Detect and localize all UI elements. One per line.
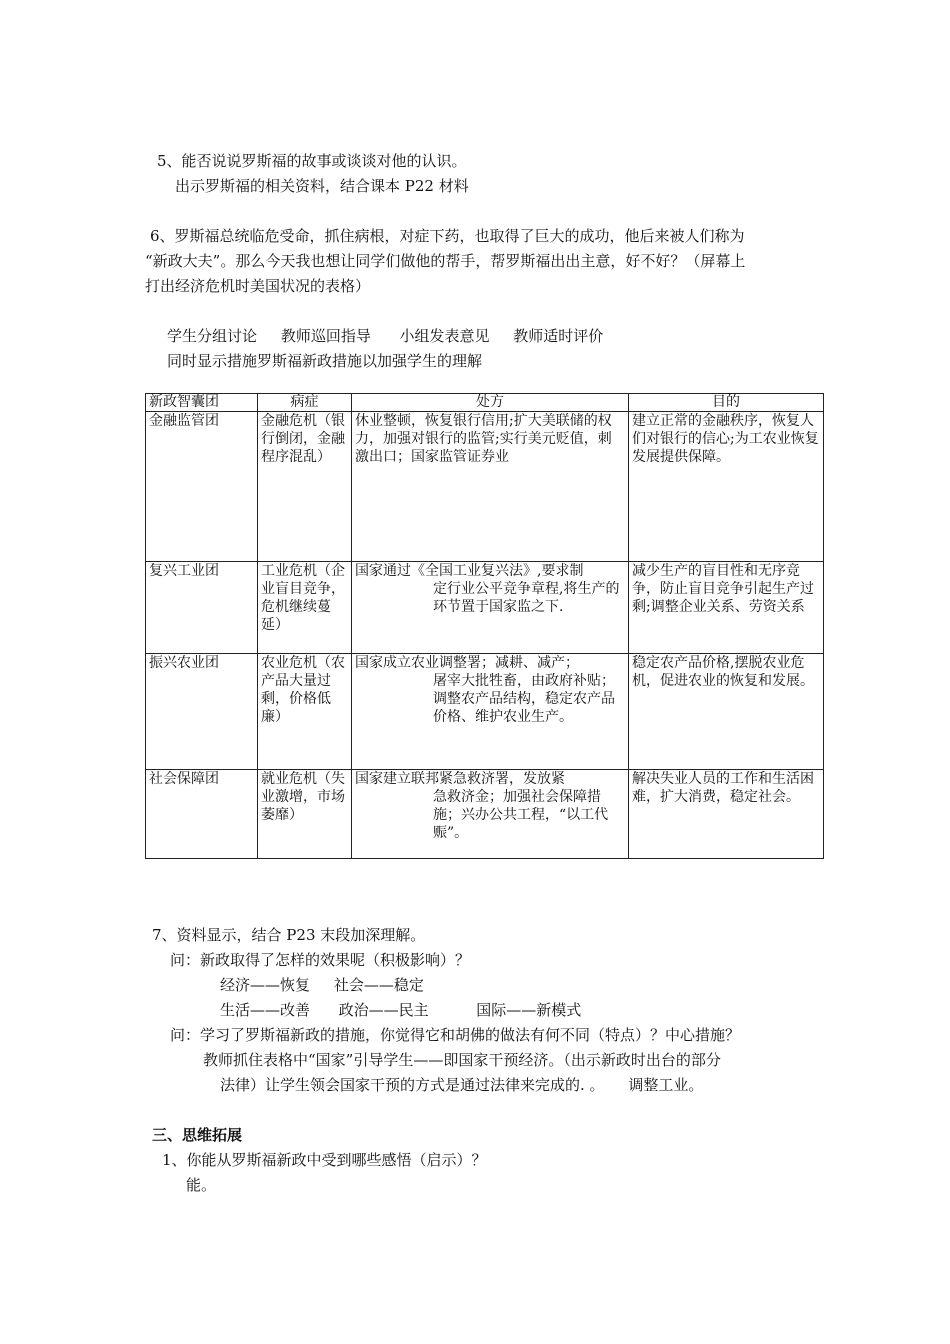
prescription-text: 国家通过《全国工业复兴法》,要求制 xyxy=(355,563,584,579)
q5-title: 5、能否说说罗斯福的故事或谈谈对他的认识。 xyxy=(157,152,467,170)
q5-note: 出示罗斯福的相关资料，结合课本 P22 材料 xyxy=(175,177,469,195)
section3-answer: 能。 xyxy=(186,1176,217,1194)
table-row xyxy=(146,770,824,859)
prescription-text: 国家建立联邦紧急救济署，发放紧 xyxy=(355,771,565,787)
cell-prescription xyxy=(352,412,629,562)
q7-teacher1: 教师抓住表格中“国家”引导学生——即国家干预经济。（出示新政时出台的部分 xyxy=(203,1051,721,1069)
cell-team: 金融监管团 xyxy=(146,412,258,562)
q6-line2: “新政大夫”。那么今天我也想让同学们做他的帮手，帮罗斯福出出主意，好不好？（屏幕上 xyxy=(145,252,746,270)
prescription-text: 国家成立农业调整署；减耕、减产； xyxy=(355,655,579,671)
cell-team: 振兴农业团 xyxy=(146,654,258,770)
header-purpose: 目的 xyxy=(629,394,824,412)
cell-symptom: 金融危机（银行倒闭，金融程序混乱） xyxy=(258,412,352,562)
cell-purpose: 减少生产的盲目性和无序竞争，防止盲目竞争引起生产过剩;调整企业关系、劳资关系 xyxy=(629,562,824,654)
cell-prescription xyxy=(352,562,629,654)
prescription-text-cont: 屠宰大批牲畜，由政府补贴；调整农产品结构，稳定农产品价格、维护农业生产。 xyxy=(433,673,615,725)
cell-symptom: 就业危机（失业激增，市场萎靡） xyxy=(258,770,352,859)
table-header-row xyxy=(146,394,824,412)
cell-team: 复兴工业团 xyxy=(146,562,258,654)
q7-effects2: 生活——改善 政治——民主 国际——新模式 xyxy=(220,1001,582,1019)
table-row xyxy=(146,562,824,654)
cell-prescription xyxy=(352,654,629,770)
cell-symptom: 农业危机（农产品大量过剩，价格低廉） xyxy=(258,654,352,770)
cell-purpose: 稳定农产品价格,摆脱农业危机，促进农业的恢复和发展。 xyxy=(629,654,824,770)
section3-heading: 三、思维拓展 xyxy=(152,1126,243,1144)
cell-team: 社会保障团 xyxy=(146,770,258,859)
header-prescription: 处方 xyxy=(352,394,629,412)
cell-prescription xyxy=(352,770,629,859)
activities-line1: 学生分组讨论 教师巡回指导 小组发表意见 教师适时评价 xyxy=(167,327,604,345)
header-symptom: 病症 xyxy=(258,394,352,412)
table-row xyxy=(146,412,824,562)
activities-line2: 同时显示措施罗斯福新政措施以加强学生的理解 xyxy=(167,352,483,370)
q7-teacher2: 法律）让学生领会国家干预的方式是通过法律来完成的. 。 调整工业。 xyxy=(220,1076,704,1094)
q6-line3: 打出经济危机时美国状况的表格） xyxy=(145,277,371,295)
q7-effects1: 经济——恢复 社会——稳定 xyxy=(220,976,424,994)
cell-symptom: 工业危机（企业盲目竞争，危机继续蔓延） xyxy=(258,562,352,654)
prescription-text-cont: 急救济金；加强社会保障措施；兴办公共工程，“以工代赈”。 xyxy=(433,789,609,841)
cell-purpose: 建立正常的金融秩序，恢复人们对银行的信心;为工农业恢复发展提供保障。 xyxy=(629,412,824,562)
header-team: 新政智囊团 xyxy=(146,394,258,412)
q7-ask1: 问：新政取得了怎样的效果呢（积极影响）？ xyxy=(170,951,471,969)
prescription-text-cont: 定行业公平竞争章程,将生产的环节置于国家监之下. xyxy=(433,581,620,615)
cell-purpose: 解决失业人员的工作和生活困难，扩大消费，稳定社会。 xyxy=(629,770,824,859)
q7-title: 7、资料显示，结合 P23 末段加深理解。 xyxy=(152,926,426,944)
table-row xyxy=(146,654,824,770)
q7-ask2: 问：学习了罗斯福新政的措施，你觉得它和胡佛的做法有何不同（特点）？中心措施？ xyxy=(170,1026,741,1044)
section3-q1: 1、你能从罗斯福新政中受到哪些感悟（启示）？ xyxy=(162,1151,487,1169)
new-deal-table xyxy=(145,393,824,859)
prescription-text: 休业整顿，恢复银行信用;扩大美联储的权力，加强对银行的监管;实行美元贬值，刺激出口；国家监管证券业 xyxy=(355,413,612,465)
q6-line1: 6、罗斯福总统临危受命，抓住病根，对症下药，也取得了巨大的成功，他后来被人们称为 xyxy=(150,227,745,245)
